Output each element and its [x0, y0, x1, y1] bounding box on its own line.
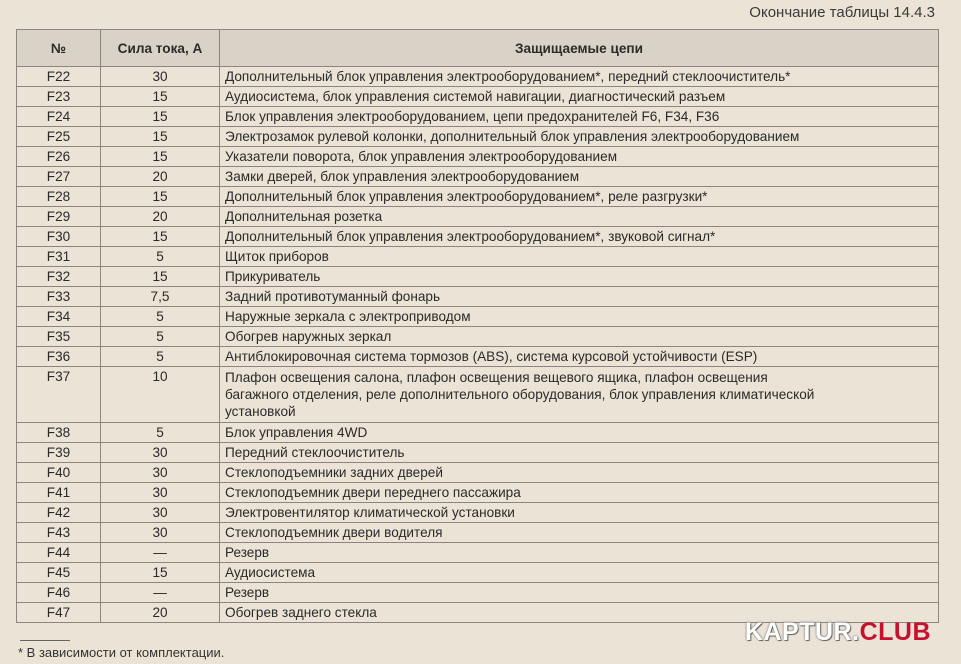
table-row: [17, 583, 939, 603]
fuse-number: F29: [17, 207, 101, 227]
protected-circuits: Передний стеклоочиститель: [220, 443, 939, 463]
fuse-number: F33: [17, 287, 101, 307]
fuse-current: 20: [101, 207, 220, 227]
circuit-line: Плафон освещения салона, плафон освещения вещевого ящика, плафон освещения: [225, 370, 768, 385]
circuit-line: багажного отделения, реле дополнительного оборудования, блок управления климатической: [225, 387, 815, 402]
fuse-number: F23: [17, 87, 101, 107]
fuse-number: F41: [17, 483, 101, 503]
table-row: [17, 267, 939, 287]
fuse-current: 15: [101, 147, 220, 167]
fuse-current: —: [101, 583, 220, 603]
fuse-current: 5: [101, 327, 220, 347]
fuse-current: 5: [101, 307, 220, 327]
fuse-current: 30: [101, 483, 220, 503]
table-row: [17, 463, 939, 483]
protected-circuits: Стеклоподъемники задних дверей: [220, 463, 939, 483]
fuse-table-container: [16, 29, 938, 623]
table-row: [17, 307, 939, 327]
protected-circuits: Блок управления 4WD: [220, 423, 939, 443]
fuse-number: F43: [17, 523, 101, 543]
protected-circuits: Резерв: [220, 543, 939, 563]
fuse-current: 15: [101, 187, 220, 207]
protected-circuits: Антиблокировочная система тормозов (ABS), система курсовой устойчивости (ESP): [220, 347, 939, 367]
watermark-part-1: KAPTUR.: [744, 618, 860, 646]
table-row: [17, 563, 939, 583]
table-row: [17, 187, 939, 207]
table-row: [17, 207, 939, 227]
protected-circuits: Задний противотуманный фонарь: [220, 287, 939, 307]
protected-circuits: Аудиосистема, блок управления системой навигации, диагностический разъем: [220, 87, 939, 107]
fuse-number: F32: [17, 267, 101, 287]
fuse-current: 15: [101, 87, 220, 107]
table-row: [17, 483, 939, 503]
protected-circuits: [220, 367, 939, 423]
protected-circuits: Дополнительная розетка: [220, 207, 939, 227]
fuse-current: 15: [101, 563, 220, 583]
fuse-current: 30: [101, 67, 220, 87]
fuse-number: F34: [17, 307, 101, 327]
fuse-current: 15: [101, 127, 220, 147]
fuse-number: F30: [17, 227, 101, 247]
protected-circuits: Обогрев заднего стекла: [220, 603, 939, 623]
header-number: №: [17, 30, 101, 67]
fuse-current: 15: [101, 227, 220, 247]
fuse-number: F42: [17, 503, 101, 523]
protected-circuits: Обогрев наружных зеркал: [220, 327, 939, 347]
fuse-number: F38: [17, 423, 101, 443]
fuse-number: F26: [17, 147, 101, 167]
protected-circuits: Стеклоподъемник двери переднего пассажира: [220, 483, 939, 503]
fuse-current: 5: [101, 423, 220, 443]
protected-circuits: Указатели поворота, блок управления электрооборудованием: [220, 147, 939, 167]
fuse-current: —: [101, 543, 220, 563]
fuse-current: 15: [101, 267, 220, 287]
table-row: [17, 327, 939, 347]
fuse-number: F25: [17, 127, 101, 147]
protected-circuits: Щиток приборов: [220, 247, 939, 267]
circuit-line: установкой: [225, 404, 296, 419]
watermark-logo: [745, 618, 931, 647]
table-row: [17, 127, 939, 147]
fuse-number: F45: [17, 563, 101, 583]
protected-circuits: Блок управления электрооборудованием, цепи предохранителей F6, F34, F36: [220, 107, 939, 127]
header-circuits: Защищаемые цепи: [220, 30, 939, 67]
table-row: [17, 287, 939, 307]
fuse-current: 30: [101, 463, 220, 483]
fuse-table: [16, 29, 939, 623]
protected-circuits: Аудиосистема: [220, 563, 939, 583]
table-body: [17, 67, 939, 623]
table-row: [17, 87, 939, 107]
watermark-part-2: CLUB: [859, 618, 931, 646]
table-row: [17, 443, 939, 463]
table-row: [17, 67, 939, 87]
table-row: [17, 523, 939, 543]
fuse-current: 30: [101, 443, 220, 463]
table-row: [17, 423, 939, 443]
table-row: [17, 503, 939, 523]
fuse-current: 30: [101, 523, 220, 543]
fuse-number: F37: [17, 367, 101, 423]
table-row: [17, 227, 939, 247]
fuse-current: 7,5: [101, 287, 220, 307]
protected-circuits: Резерв: [220, 583, 939, 603]
fuse-number: F36: [17, 347, 101, 367]
fuse-number: F24: [17, 107, 101, 127]
fuse-number: F39: [17, 443, 101, 463]
protected-circuits: Электровентилятор климатической установки: [220, 503, 939, 523]
fuse-current: 20: [101, 603, 220, 623]
fuse-current: 5: [101, 347, 220, 367]
protected-circuits: Дополнительный блок управления электрооборудованием*, передний стеклоочиститель*: [220, 67, 939, 87]
footnote-divider: [20, 640, 70, 641]
protected-circuits: Дополнительный блок управления электрооборудованием*, звуковой сигнал*: [220, 227, 939, 247]
protected-circuits: Стеклоподъемник двери водителя: [220, 523, 939, 543]
fuse-current: 5: [101, 247, 220, 267]
fuse-number: F40: [17, 463, 101, 483]
fuse-current: 20: [101, 167, 220, 187]
table-row: [17, 107, 939, 127]
table-row: [17, 367, 939, 423]
fuse-number: F28: [17, 187, 101, 207]
protected-circuits: Наружные зеркала с электроприводом: [220, 307, 939, 327]
protected-circuits: Электрозамок рулевой колонки, дополнительный блок управления электрооборудованием: [220, 127, 939, 147]
protected-circuits: Замки дверей, блок управления электрооборудованием: [220, 167, 939, 187]
fuse-number: F35: [17, 327, 101, 347]
fuse-number: F47: [17, 603, 101, 623]
fuse-current: 10: [101, 367, 220, 423]
fuse-number: F27: [17, 167, 101, 187]
protected-circuits: Прикуриватель: [220, 267, 939, 287]
fuse-number: F46: [17, 583, 101, 603]
table-row: [17, 543, 939, 563]
table-row: [17, 247, 939, 267]
footnote: * В зависимости от комплектации.: [18, 645, 225, 660]
fuse-current: 15: [101, 107, 220, 127]
table-header-row: [17, 30, 939, 67]
fuse-current: 30: [101, 503, 220, 523]
protected-circuits: Дополнительный блок управления электрооборудованием*, реле разгрузки*: [220, 187, 939, 207]
fuse-number: F44: [17, 543, 101, 563]
fuse-number: F22: [17, 67, 101, 87]
header-current: Сила тока, А: [101, 30, 220, 67]
table-row: [17, 347, 939, 367]
table-row: [17, 147, 939, 167]
table-row: [17, 167, 939, 187]
fuse-number: F31: [17, 247, 101, 267]
table-caption: Окончание таблицы 14.4.3: [749, 4, 935, 21]
